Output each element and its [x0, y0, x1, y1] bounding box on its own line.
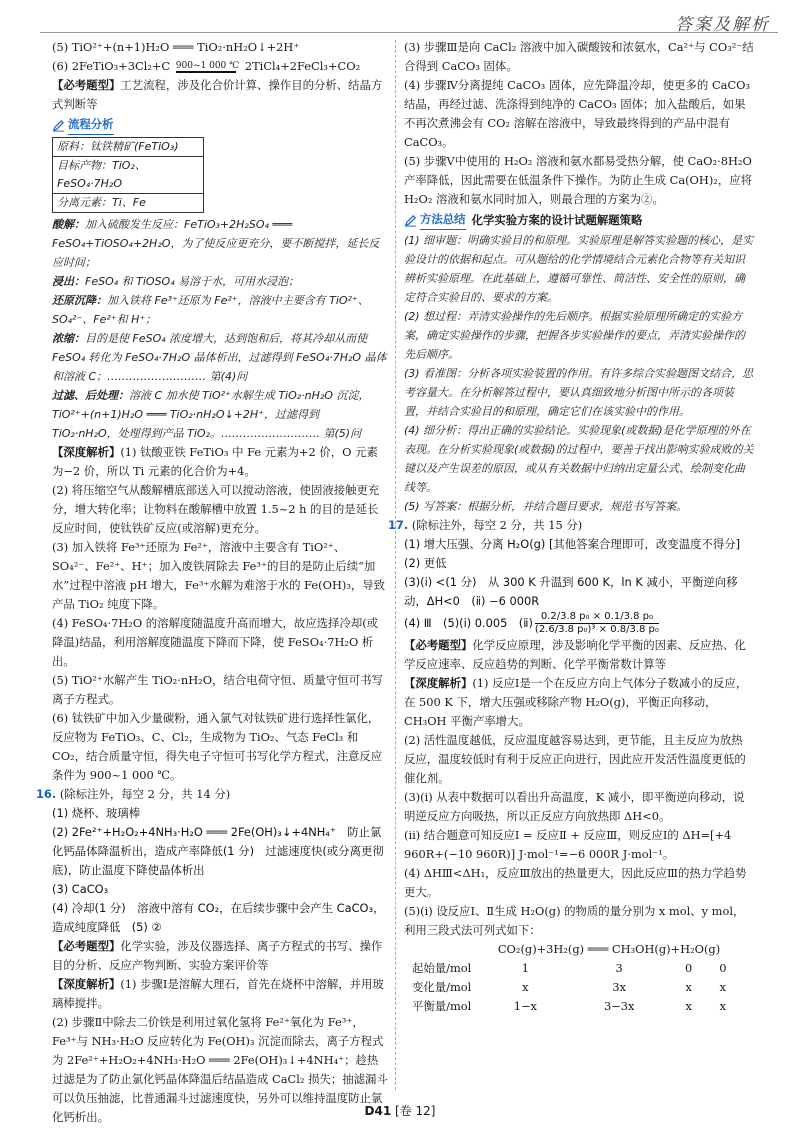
question-type-2: 【必考题型】化学实验，涉及仪器选择、离子方程式的书写、操作目的分析、反应产物判断、实验方案评价等	[52, 939, 383, 972]
method-step-4: (4) 细分析：得出正确的实验结论。实验现象(或数据)是化学原理的外在表现。在分析实验现象(或数据)的过程中，要善于找出影响实验成败的关键以及产生误差的原因，或从有关数据中归纳出定量公式、绘制变化曲线等。	[404, 424, 754, 494]
question-type-1: 【必考题型】工艺流程，涉及化合价计算、操作目的分析、结晶方式判断等	[52, 78, 383, 111]
header-rule	[40, 32, 778, 33]
equilibrium-constant-fraction: $\frac{\text{0.2/3.8 p₀ × 0.1/3.8 p₀}}{\text{(2.6/3.8 p₀)³ × 0.8/3.8 p₀}}$	[534, 611, 659, 635]
answer-16-2: (2) 2Fe²⁺+H₂O₂+4NH₃·H₂O ═══ 2Fe(OH)₃↓+4NH₄⁺ 防止氯化钙晶体降温析出，造成产率降低(1 分) 过滤速度快(或分离更彻底)，防止温度下降使晶体析出	[52, 825, 384, 877]
page-footer	[0, 1102, 800, 1119]
flow-step-acid: 酸解：加入硫酸发生反应：FeTiO₃+2H₂SO₄ ═══ FeSO₄+TiOSO₄+2H₂O，为了使反应更充分，要不断搅拌，延长反应时间；	[52, 218, 380, 269]
flow-step-reduce: 还原沉降：加入铁将 Fe³⁺还原为 Fe²⁺，溶液中主要含有 TiO²⁺、SO₄²⁻、Fe²⁺和 H⁺；	[52, 294, 369, 326]
table-cell: 3x	[612, 980, 626, 994]
analysis-15-4: (4) FeSO₄·7H₂O 的溶解度随温度升高而增大，故应选择冷却(或降温)结晶，利用溶解度随温度下降而下降，使 FeSO₄·7H₂O 析出。	[52, 616, 379, 668]
table-row	[410, 959, 740, 978]
table-row	[410, 997, 740, 1016]
flow-summary-box	[52, 137, 204, 213]
answer-17-1: (1) 增大压强、分离 H₂O(g) [其他答案合理即可，改变温度不得分] (2) 更低	[404, 537, 752, 570]
volume-label: [卷 12]	[395, 1104, 436, 1118]
method-summary-heading: 方法总结 化学实验方案的设计试题解题策略	[404, 210, 754, 230]
analysis-15-3: (3) 加入铁将 Fe³⁺还原为 Fe²⁺，溶液中主要含有 TiO²⁺、SO₄²⁻、Fe²⁺、H⁺；加入废铁屑除去 Fe³⁺的目的是防止后续“加水”过程中溶液 pH 增大，Fe³⁺水解为难溶于水的 Fe(OH)₃，导致产品 TiO₂ 纯度下降。	[52, 540, 386, 611]
reaction-condition: 900~1 000 ℃	[175, 60, 240, 71]
analysis-17-2: (2) 活性温度越低，反应温度越容易达到，更节能，且主反应为放热反应，温度较低时有利于反应正向进行，因此应开发活性温度更低的催化剂。	[404, 733, 746, 785]
box-raw-material: 原料：钛铁精矿(FeTiO₃)	[53, 138, 203, 157]
table-row	[410, 978, 740, 997]
table-cell: 1	[521, 961, 529, 975]
analysis-15-2: (2) 将压缩空气从酸解槽底部送入可以搅动溶液，使固液接触更充分，增大转化率；让物料在酸解槽中放置 1.5~2 h 的目的是延长反应时间，使钛铁矿反应(或溶解)更充分。	[52, 483, 380, 535]
page-header-title: 答案及解析	[675, 15, 770, 35]
analysis-17-5: (5)(ⅰ) 设反应Ⅰ、Ⅱ生成 H₂O(g) 的物质的量分别为 x mol、y mol，利用三段式法可列式如下：	[404, 904, 745, 937]
answer-5-equation: (5) TiO²⁺+(n+1)H₂O ═══ TiO₂·nH₂O↓+2H⁺	[52, 40, 300, 54]
question-type-3: 【必考题型】化学反应原理，涉及影响化学平衡的因素、反应热、化学反应速率、反应趋势的判断、化学平衡常数计算等	[404, 638, 746, 671]
analysis-17-4: (4) ΔHⅢ<ΔH₁，反应Ⅲ放出的热量更大，因此反应Ⅲ的热力学趋势更大。	[404, 866, 747, 899]
answer-6-equation: (6) 2FeTiO₃+3Cl₂+C 900~1 000 ℃ 2TiCl₄+2FeCl₃+CO₂	[52, 59, 361, 73]
box-separated-elements: 分离元素：Ti、Fe	[57, 196, 146, 209]
table-cell: x	[685, 999, 692, 1013]
method-step-3: (3) 看准图：分析各项实验装置的作用。有许多综合实验题图文结合，思考容量大。在分析解答过程中，要认真细致地分析图中所示的各项装置，并结合实验目的和原理，确定它们在该实验中的作用。	[404, 367, 754, 418]
answer-17-4-5: (4) Ⅲ (5)(ⅰ) 0.005 (ⅱ) $\frac{\text{0.2/3.8 p₀ × 0.1/3.8 p₀}}{\text{(2.6/3.8 p₀)³ × 0.8/3.8 p₀}}$	[404, 611, 659, 635]
method-step-1: (1) 细审题：明确实验目的和原理。实验原理是解答实验题的核心，是实验设计的依据和起点。可从题给的化学情境结合元素化合物等有关知识辨析实验原理。在此基础上，遵循可靠性、简洁性、安全性的原则，确定符合实验目的、要求的方案。	[404, 234, 754, 304]
table-cell: x	[719, 999, 727, 1013]
deep-analysis-16: 【深度解析】(1) 步骤Ⅰ是溶解大理石，首先在烧杯中溶解，并用玻璃棒搅拌。	[52, 977, 384, 1010]
question-16-header: 16. (除标注外，每空 2 分，共 14 分)	[36, 787, 231, 801]
column-divider	[395, 40, 396, 1090]
row-label: 变化量/mol	[412, 980, 472, 994]
table-cell: 0	[685, 961, 693, 975]
table-cell: 1−x	[513, 999, 537, 1013]
table-cell: x	[522, 980, 529, 994]
pen-icon	[404, 214, 417, 227]
page-number: D41	[364, 1104, 392, 1118]
right-column	[388, 38, 754, 1016]
analysis-15-6: (6) 钛铁矿中加入少量碳粉，通入氯气对钛铁矿进行选择性氯化，反应物为 FeTiO₃、C、Cl₂，生成物为 TiO₂、气态 FeCl₃ 和 CO₂，结合质量守恒，得失电子守恒可书写化学方程式，注意反应条件为 900~1 000 ℃。	[52, 711, 383, 782]
analysis-16-4: (4) 步骤Ⅳ分离提纯 CaCO₃ 固体，应先降温冷却，使更多的 CaCO₃ 结晶，再经过滤、洗涤得到纯净的 CaCO₃ 固体；加入盐酸后，如果不再次煮沸会有 CO₂ 溶解在溶液中，导致最终得到的产品中混有 CaCO₃。	[404, 78, 751, 149]
table-cell: 0	[719, 961, 727, 975]
table-cell: 3−3x	[603, 999, 635, 1013]
method-step-5: (5) 写答案：根据分析，并结合题目要求，规范书写答案。	[404, 500, 688, 513]
answer-16-4: (4) 冷却(1 分) 溶液中溶有 CO₂，在后续步骤中会产生 CaCO₃，造成纯度降低 (5) ②	[52, 901, 385, 934]
pen-icon	[52, 119, 65, 132]
table-cell: 3	[615, 961, 623, 975]
answer-17-3: (3)(ⅰ) <(1 分) 从 300 K 升温到 600 K，ln K 减小，平衡逆向移动，ΔH<0 (ⅱ) −6 000R	[404, 575, 738, 608]
analysis-16-3: (3) 步骤Ⅲ是向 CaCl₂ 溶液中加入碳酸铵和浓氨水，Ca²⁺与 CO₃²⁻结合得到 CaCO₃ 固体。	[404, 40, 754, 73]
deep-analysis-15: 【深度解析】(1) 钛酸亚铁 FeTiO₃ 中 Fe 元素为+2 价，O 元素为−2 价，所以 Ti 元素的化合价为+4。	[52, 445, 378, 478]
analysis-17-3i: (3)(ⅰ) 从表中数据可以看出升高温度，K 减小，即平衡逆向移动，说明逆反应方向吸热，所以正反应方向放热即 ΔH<0。	[404, 790, 745, 823]
flow-step-concentrate: 浓缩：目的是使 FeSO₄ 浓度增大，达到饱和后，将其冷却从而使 FeSO₄ 转化为 FeSO₄·7H₂O 晶体析出，过滤得到 FeSO₄·7H₂O 晶体和溶液 C；……………………… 第(4)问	[52, 332, 387, 383]
analysis-16-5: (5) 步骤Ⅴ中使用的 H₂O₂ 溶液和氨水都易受热分解，使 CaO₂·8H₂O 产率降低，因此需要在低温条件下操作。为防止生成 Ca(OH)₂，应将 H₂O₂ 溶液和氨水同时加入，则最合理的方案为②。	[404, 154, 753, 206]
flow-step-leach: 浸出：FeSO₄ 和 TiOSO₄ 易溶于水，可用水浸泡；	[52, 275, 300, 288]
deep-analysis-17: 【深度解析】(1) 反应Ⅰ是一个在反应方向上气体分子数减小的反应，在 500 K 下，增大压强或移除产物 H₂O(g)，平衡正向移动，CH₃OH 平衡产率增大。	[404, 676, 748, 728]
analysis-15-5: (5) TiO²⁺水解产生 TiO₂·nH₂O，结合电荷守恒、质量守恒可书写离子方程式。	[52, 673, 383, 706]
table-cell: x	[685, 980, 692, 994]
row-label: 起始量/mol	[412, 961, 472, 975]
table-cell: x	[719, 980, 727, 994]
left-column	[36, 38, 388, 1127]
row-label: 平衡量/mol	[412, 999, 472, 1013]
method-summary-title: 化学实验方案的设计试题解题策略	[471, 212, 643, 227]
flow-step-filter: 过滤、后处理：溶液 C 加水使 TiO²⁺水解生成 TiO₂·nH₂O 沉淀，TiO²⁺+(n+1)H₂O ═══ TiO₂·nH₂O↓+2H⁺，过滤得到 TiO₂·nH₂O，处理得到产品 TiO₂。……………………… 第(5)问	[52, 389, 370, 440]
box-target-product: 目标产物：TiO₂、FeSO₄·7H₂O	[53, 157, 203, 194]
method-step-2: (2) 想过程：弄清实验操作的先后顺序。根据实验原理所确定的实验方案，确定实验操作的步骤，把握各步实验操作的要点，弄清实验操作的先后顺序。	[404, 310, 745, 361]
three-step-equation: CO₂(g)+3H₂(g) ═══ CH₃OH(g)+H₂O(g)	[497, 942, 721, 956]
flow-analysis-heading: 流程分析	[52, 115, 388, 135]
answer-16-3: (3) CaCO₃	[52, 882, 109, 896]
three-step-table	[410, 959, 740, 1016]
analysis-16-2: (2) 步骤Ⅱ中除去二价铁是利用过氧化氢将 Fe²⁺氧化为 Fe³⁺，Fe³⁺与 NH₃·H₂O 反应转化为 Fe(OH)₃ 沉淀而除去，离子方程式为 2Fe²⁺+H₂O₂+4NH₃·H₂O ═══ 2Fe(OH)₃↓+4NH₄⁺；趁热过滤是为了防止氯化钙晶体降温后结晶造成 CaCl₂ 损失；抽滤漏斗可以负压抽滤，比普通漏斗过滤速度快，另外可以维持温度防止氯化钙析出。	[52, 1015, 388, 1124]
analysis-17-3ii: (ⅱ) 结合题意可知反应Ⅰ = 反应Ⅱ + 反应Ⅲ，则反应Ⅰ的 ΔH=[+4 960R+(−10 960R)] J·mol⁻¹=−6 000R J·mol⁻¹。	[404, 828, 732, 861]
answer-16-1: (1) 烧杯、玻璃棒	[52, 806, 141, 820]
question-17-header: 17. (除标注外，每空 2 分，共 15 分)	[388, 518, 583, 532]
